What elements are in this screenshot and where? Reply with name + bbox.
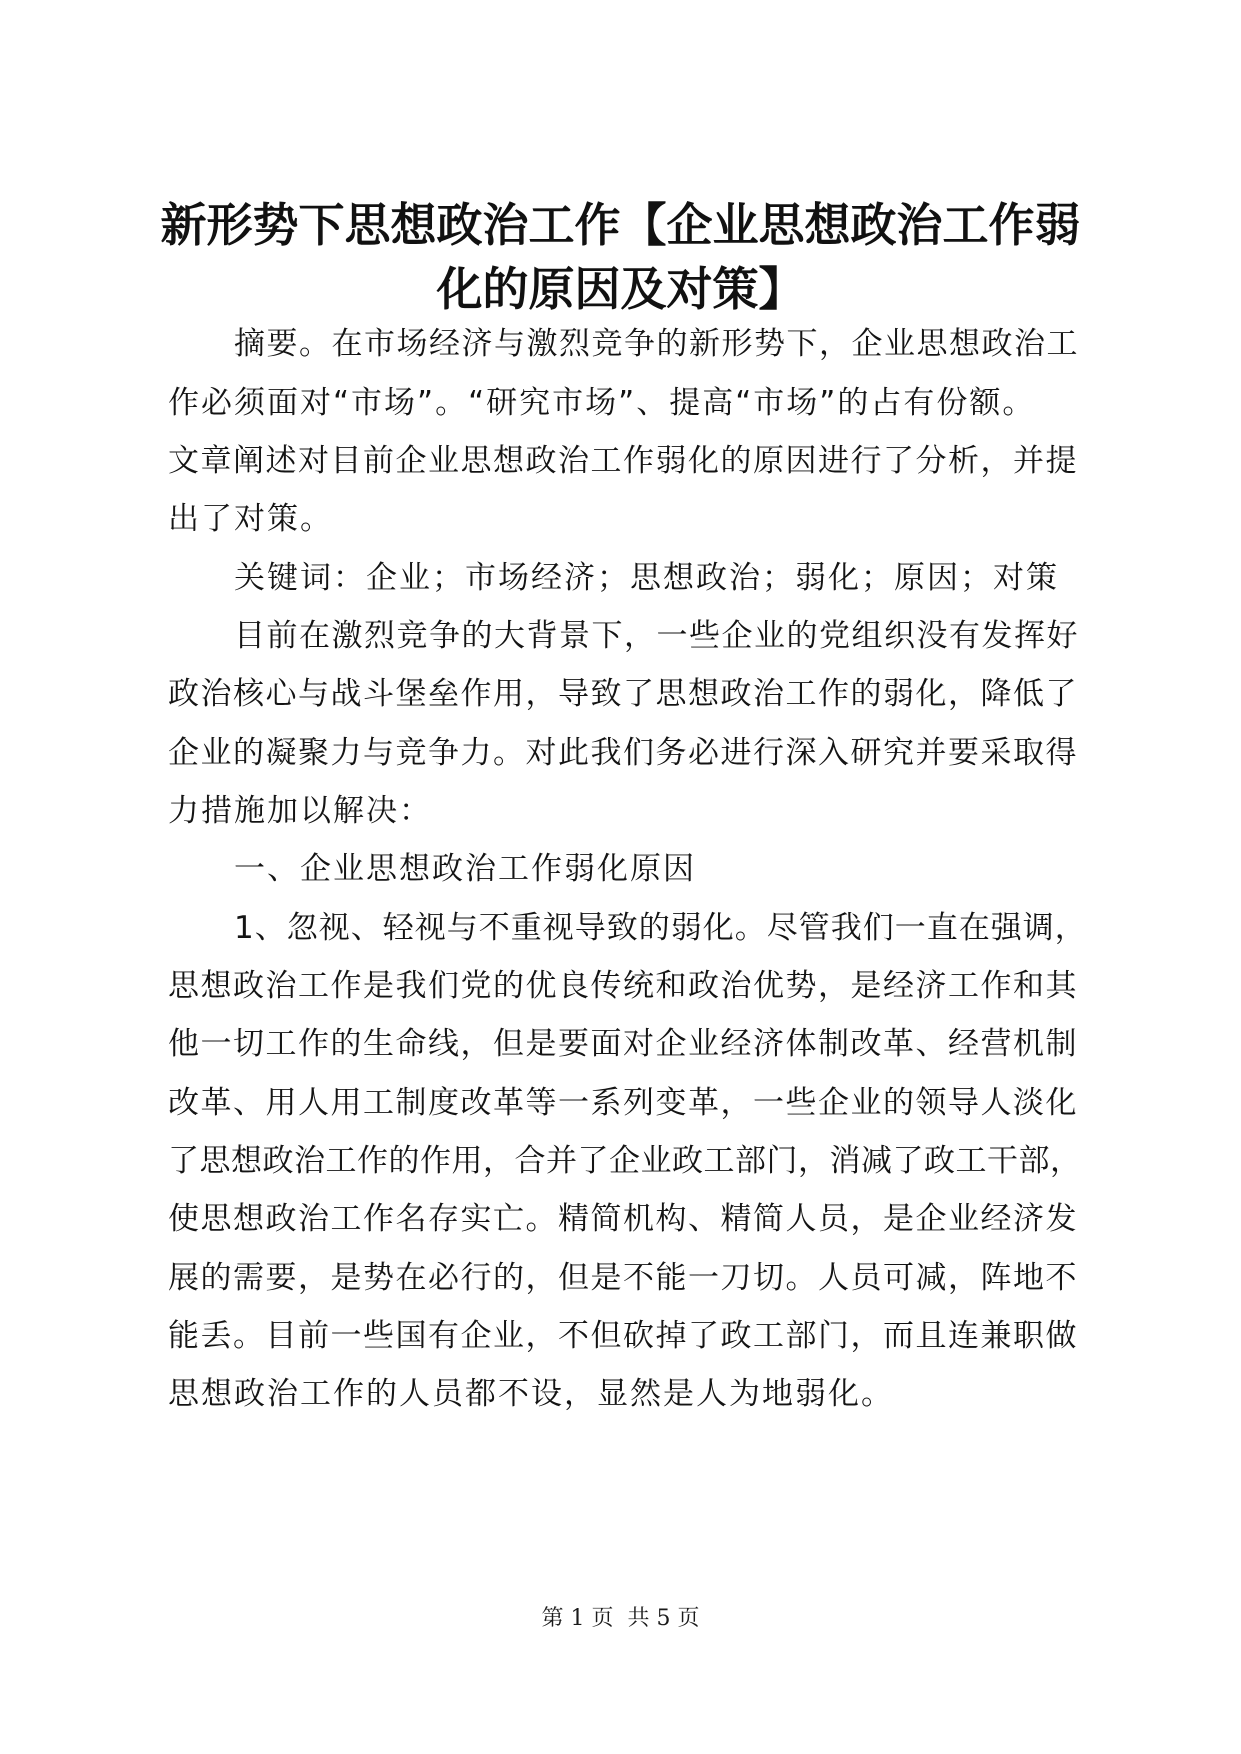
abstract-line-3: 文章阐述对目前企业思想政治工作弱化的原因进行了分析，并提 xyxy=(168,443,1078,479)
paragraph-line: 目前在激烈竞争的大背景下，一些企业的党组织没有发挥好 xyxy=(234,618,1079,654)
document-title xyxy=(150,193,1091,321)
paragraph-line: 力措施加以解决： xyxy=(168,793,432,829)
paragraph-line: 能丢。目前一些国有企业，不但砍掉了政工部门，而且连兼职做 xyxy=(168,1318,1078,1354)
title-line-2: 化的原因及对策】 xyxy=(436,262,805,316)
paragraph-line: 政治核心与战斗堡垒作用，导致了思想政治工作的弱化，降低了 xyxy=(168,676,1078,712)
paragraph-line: 展的需要，是势在必行的，但是不能一刀切。人员可减，阵地不 xyxy=(168,1260,1078,1296)
page-footer xyxy=(0,1604,1241,1634)
abstract-line-1: 摘要。在市场经济与激烈竞争的新形势下，企业思想政治工 xyxy=(234,326,1079,362)
title-line-1: 新形势下思想政治工作【企业思想政治工作弱 xyxy=(160,198,1081,252)
abstract-line-4: 出了对策。 xyxy=(168,501,333,537)
paragraph-line: 改革、用人用工制度改革等一系列变革，一些企业的领导人淡化 xyxy=(168,1085,1078,1121)
paragraph-line: 他一切工作的生命线，但是要面对企业经济体制改革、经营机制 xyxy=(168,1026,1078,1062)
paragraph-line: 思想政治工作的人员都不设，显然是人为地弱化。 xyxy=(168,1376,894,1412)
paragraph-line: 1、忽视、轻视与不重视导致的弱化。尽管我们一直在强调， xyxy=(234,910,1087,946)
keywords-line: 关键词：企业；市场经济；思想政治；弱化；原因；对策 xyxy=(234,560,1059,596)
paragraph-line: 使思想政治工作名存实亡。精简机构、精简人员，是企业经济发 xyxy=(168,1201,1078,1237)
paragraph-line: 了思想政治工作的作用，合并了企业政工部门，消减了政工干部， xyxy=(168,1143,1082,1179)
paragraph-line: 思想政治工作是我们党的优良传统和政治优势，是经济工作和其 xyxy=(168,968,1078,1004)
paragraph-line: 企业的凝聚力与竞争力。对此我们务必进行深入研究并要采取得 xyxy=(168,735,1078,771)
abstract-line-2: 作必须面对“市场”。“研究市场”、提高“市场”的占有份额。 xyxy=(168,385,1036,421)
page-number: 第 1 页 共 5 页 xyxy=(541,1606,700,1631)
section-heading: 一、企业思想政治工作弱化原因 xyxy=(234,851,696,887)
